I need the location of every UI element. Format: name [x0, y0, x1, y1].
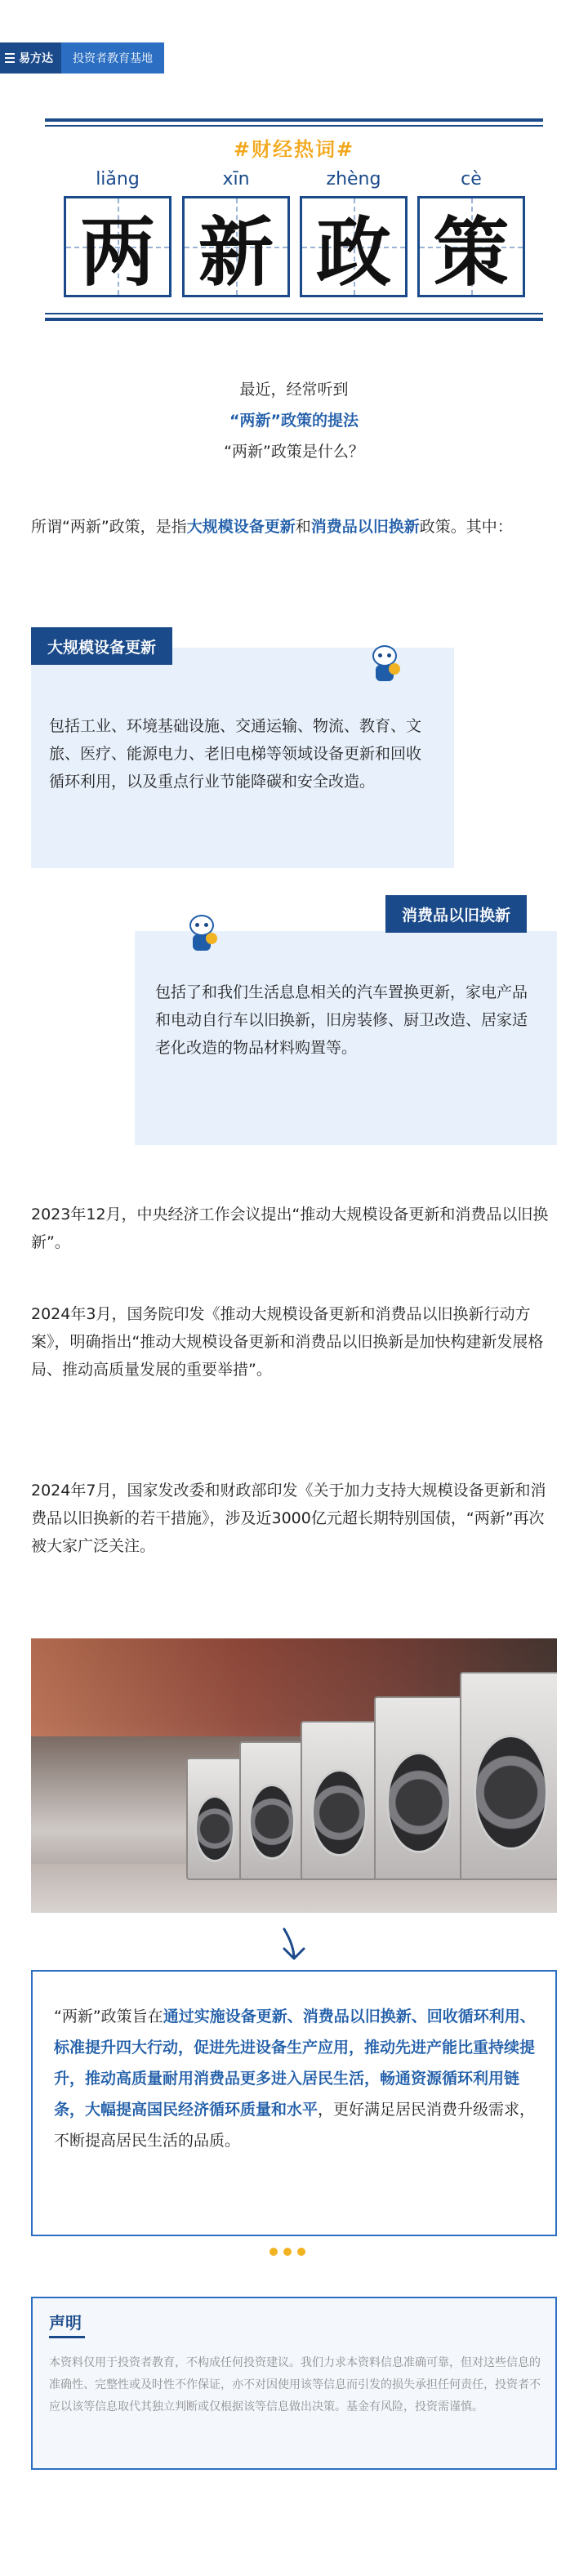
summary-highlight: 通过实施设备更新、消费品以旧换新、回收循环利用、标准提升四大行动，促进先进设备生产应用，推动先进产能比重持续提升，推动高质量耐用消费品更多进入居民生活，畅通资源循环利用链条，大幅提高国民经济循环质量和水平 — [54, 2008, 536, 2119]
summary-text — [54, 2001, 537, 2156]
char-box-1 — [64, 196, 172, 297]
card2-text: 包括了和我们生活息息相关的汽车置换更新，家电产品和电动自行车以旧换新，旧房装修、厨卫改造、居家适老化改造的物品材料购置等。 — [155, 983, 528, 1057]
timeline-2023: 2023年12月，中央经济工作会议提出“推动大规模设备更新和消费品以旧换新”。 — [31, 1206, 549, 1251]
base-label: 投资者教育基地 — [61, 42, 164, 74]
def-text-1: 所谓“两新”政策，是指 — [31, 518, 187, 536]
washing-machines-photo — [31, 1638, 557, 1913]
timeline-2024-jul: 2024年7月，国家发改委和财政部印发《关于加力支持大规模设备更新和消费品以旧换新的若干措施》，涉及近3000亿元超长期特别国债，“两新”再次被大家广泛关注。 — [31, 1482, 546, 1555]
disclaimer-text: 本资料仅用于投资者教育，不构成任何投资建议。我们力求本资料信息准确可靠，但对这些信息的准确性、完整性或及时性不作保证，亦不对因使用该等信息而引发的损失承担任何责任，投资者不应以该等信息取代其独立判断或仅根据该等信息做出决策。基金有风险，投资需谨慎。 — [49, 2356, 541, 2413]
card1-label: 大规模设备更新 — [31, 627, 172, 665]
pinyin-3: zhèng — [326, 169, 381, 189]
title-char: 新 — [198, 209, 274, 296]
top-bar — [0, 42, 164, 74]
char-box-2 — [182, 196, 290, 297]
card2-label: 消费品以旧换新 — [385, 895, 527, 933]
intro-highlight: “两新”政策的提法 — [229, 412, 359, 430]
timeline-2024-mar: 2024年3月，国务院印发《推动大规模设备更新和消费品以旧换新行动方案》，明确指出“推动大规模设备更新和消费品以旧换新是加快构建新发展格局、推动高质量发展的重要举措”。 — [31, 1305, 544, 1379]
card1-text: 包括工业、环境基础设施、交通运输、物流、教育、文旅、医疗、能源电力、老旧电梯等领域设备更新和回收循环利用，以及重点行业节能降碳和安全改造。 — [49, 717, 422, 791]
title-bottom-line-thin — [45, 313, 543, 314]
summary-text-2: ，更好满足居民消费升级需求，不断提高居民生活的品质。 — [54, 2101, 536, 2150]
title-char: 两 — [79, 209, 155, 296]
def-highlight-1: 大规模设备更新 — [186, 518, 296, 536]
pinyin-2: xīn — [222, 169, 250, 189]
title-char: 策 — [433, 209, 509, 296]
intro-line-3: “两新”政策是什么？ — [224, 443, 364, 461]
char-box-4 — [417, 196, 525, 297]
intro-line-2 — [0, 405, 588, 436]
title-bottom-line — [45, 318, 543, 321]
mascot-icon — [186, 915, 217, 952]
decorative-dots — [270, 2248, 305, 2256]
pinyin-1: liǎng — [96, 169, 140, 189]
summary-box — [31, 1970, 557, 2236]
hot-word-tag: #财经热词# — [233, 138, 355, 161]
brand-name: 易方达 — [19, 52, 53, 65]
brand-logo — [0, 42, 61, 74]
title-block — [45, 118, 543, 323]
menu-bars-icon — [5, 53, 15, 63]
arrow-down-icon — [276, 1926, 312, 1962]
definition-paragraph — [31, 513, 557, 541]
summary-text-1: “两新”政策旨在 — [54, 2008, 163, 2026]
disclaimer-box — [31, 2297, 557, 2470]
title-top-line-thin — [45, 125, 543, 127]
title-top-line — [45, 118, 543, 122]
mascot-icon — [369, 645, 400, 683]
def-highlight-2: 消费品以旧换新 — [310, 518, 420, 536]
title-char: 政 — [315, 209, 391, 296]
def-text-3: 政策。其中： — [419, 518, 513, 536]
def-text-2: 和 — [295, 518, 311, 536]
disclaimer-underline — [49, 2336, 85, 2338]
pinyin-4: cè — [461, 169, 482, 189]
disclaimer-title: 声明 — [49, 2313, 82, 2333]
char-box-3 — [300, 196, 408, 297]
intro-line-1: 最近，经常听到 — [239, 381, 349, 399]
